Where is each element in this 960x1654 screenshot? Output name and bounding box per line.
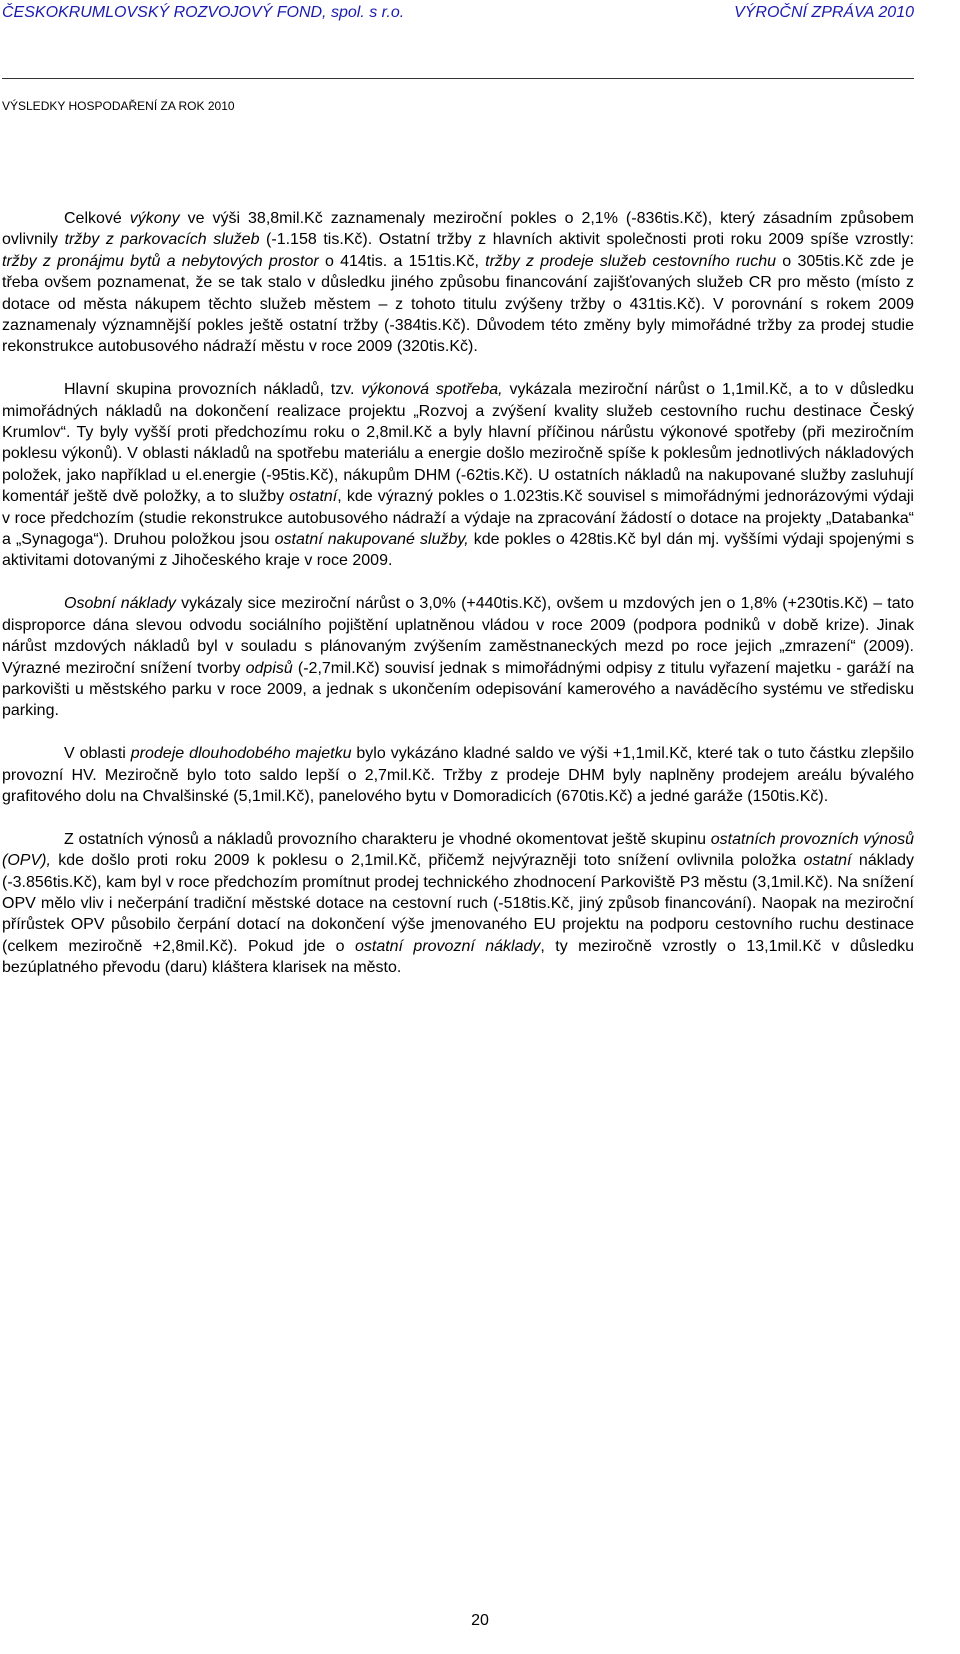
page-number: 20 bbox=[471, 1612, 489, 1629]
emphasized-term: tržby z pronájmu bytů a nebytových prostor bbox=[2, 252, 319, 270]
text-run: kde došlo proti roku 2009 k poklesu o 2,1mil.Kč, přičemž nejvýrazněji toto snížení ovlivnila položka bbox=[50, 852, 804, 870]
emphasized-term: ostatní nakupované služby, bbox=[274, 531, 469, 549]
text-run: bylo vykázáno kladné saldo ve výši +1,1mil.Kč, které tak o tuto částku zlepšilo provozní HV. Meziročně bylo toto saldo lepší o 2,7mil.Kč. Tržby z prodeje DHM byly naplněny prodejem areálu bývalého grafitového dolu na Chvalšinské (5,1mil.Kč), panelového bytu v Domoradicích (670tis.Kč) a jedné garáže (150tis.Kč). bbox=[2, 745, 915, 805]
text-run: ve výši 38,8mil.Kč zaznamenaly meziroční pokles o 2,1% (-836tis.Kč), který zásadním způsobem ovlivnily bbox=[2, 210, 914, 249]
emphasized-term: tržby z prodeje služeb cestovního ruchu bbox=[485, 252, 777, 270]
section-title: VÝSLEDKY HOSPODAŘENÍ ZA ROK 2010 bbox=[2, 99, 235, 113]
emphasized-term: výkony bbox=[129, 210, 180, 227]
paragraph bbox=[2, 743, 914, 807]
emphasized-term: ostatních provozních výnosů (OPV), bbox=[2, 830, 914, 870]
emphasized-term: ostatní bbox=[289, 488, 338, 506]
text-run: náklady (-3.856tis.Kč), kam byl v roce předchozím promítnut prodej technického zhodnocení Parkoviště P3 městu (3,1mil.Kč). Na snížení OPV mělo vliv i nečerpání tradiční městské dotace na cestovní ruch (-518tis.Kč, jiný způsob financování). Naopak na meziroční přírůstek OPV působilo čerpání dotací na dokončení výše jmenovaného EU projektu na podporu cestovního ruchu destinace (celkem meziročně +2,8mil.Kč). Pokud jde o bbox=[2, 852, 914, 955]
header-company: ČESKOKRUMLOVSKÝ ROZVOJOVÝ FOND, spol. s r.o. bbox=[2, 4, 405, 21]
emphasized-term: ostatní bbox=[803, 852, 852, 870]
text-run: Hlavní skupina provozních nákladů, tzv. bbox=[64, 381, 362, 399]
text-run: V oblasti bbox=[64, 745, 131, 763]
paragraph bbox=[2, 593, 914, 721]
paragraph bbox=[2, 829, 914, 979]
text-run: , kde výrazný pokles o 1.023tis.Kč souvisel s mimořádnými jednorázovými výdaji v roce předchozím (studie rekonstrukce autobusového nádraží a výdaje na zpracování žádostí o dotace na projekty „Databanka“ a „Synagoga“). Druhou položkou jsou bbox=[2, 488, 914, 549]
text-run: o 305tis.Kč zde je třeba ovšem poznamenat, že se tak stalo v důsledku jiného způsobu financování zajišťovaných služeb CR pro město (místo z dotace od města nákupem těchto služeb městem – z tohoto titulu zvýšeny tržby o 431tis.Kč). V porovnání s rokem 2009 zaznamenaly významnější pokles ještě ostatní tržby (-384tis.Kč). Důvodem této změny byly mimořádné tržby za prodej studie rekonstrukce autobusového nádraží městu v roce 2009 (320tis.Kč). bbox=[2, 252, 914, 356]
text-run: vykázaly sice meziroční nárůst o 3,0% (+440tis.Kč), ovšem u mzdových jen o 1,8% (+230tis.Kč) – tato disproporce dána slevou odvodu sociálního pojištění uplatněnou vládou v roce 2009 (podpora podniků v době krize). Jinak nárůst mzdových nákladů byl v souladu s plánovaným zvýšením zaměstnaneckých mezd po roce jejich „zmrazení“ (2009). Výrazné meziroční snížení tvorby bbox=[2, 595, 914, 677]
header-report-title: VÝROČNÍ ZPRÁVA 2010 bbox=[734, 4, 914, 21]
emphasized-term: výkonová spotřeba, bbox=[361, 381, 503, 399]
text-run: Celkové bbox=[64, 210, 130, 227]
text-run: o 414tis. a 151tis.Kč, bbox=[318, 252, 486, 270]
text-run: vykázala meziroční nárůst o 1,1mil.Kč, a to v důsledku mimořádných nákladů na dokončení realizace projektu „Rozvoj a zvýšení kvality služeb cestovního ruchu destinace Český Krumlov“. Ty byly vyšší proti předchozímu roku o 2,8mil.Kč a byly hlavní příčinou nárůstu výkonové spotřeby (při meziročním poklesu výkonů). V oblasti nákladů na spotřebu materiálu a energie došlo meziročně spíše k poklesům jednotlivých nákladových položek, jako například u el.energie (-95tis.Kč), nákupům DHM (-62tis.Kč). U ostatních nákladů na nakupované služby zasluhují komentář ještě dvě položky, a to služby bbox=[2, 381, 914, 506]
emphasized-term: prodeje dlouhodobého majetku bbox=[130, 745, 352, 763]
emphasized-term: Osobní náklady bbox=[64, 595, 176, 613]
text-run: , ty meziročně vzrostly o 13,1mil.Kč v důsledku bezúplatného převodu (daru) kláštera klarisek na město. bbox=[2, 937, 915, 977]
emphasized-term: ostatní provozní náklady bbox=[354, 937, 541, 955]
text-run: (-1.158 tis.Kč). Ostatní tržby z hlavních aktivit společnosti proti roku 2009 spíše vzrostly: bbox=[259, 231, 914, 249]
header-divider bbox=[2, 78, 914, 79]
text-run: kde pokles o 428tis.Kč byl dán mj. vyššími výdaji spojenými s aktivitami dotovanými z Jihočeského kraje v roce 2009. bbox=[2, 531, 914, 570]
emphasized-term: odpisů bbox=[245, 659, 293, 677]
text-run: Z ostatních výnosů a nákladů provozního charakteru je vhodné okomentovat ještě skupinu bbox=[64, 830, 711, 848]
paragraph bbox=[2, 208, 914, 358]
emphasized-term: tržby z parkovacích služeb bbox=[64, 231, 260, 249]
document-body bbox=[2, 208, 914, 1000]
text-run: (-2,7mil.Kč) souvisí jednak s mimořádnými odpisy z titulu vyřazení majetku - garáží na parkovišti u městského parku v roce 2009, a jednak s ukončením odepisování kamerového a naváděcího systému ve středisku parking. bbox=[2, 659, 915, 720]
paragraph bbox=[2, 379, 914, 572]
